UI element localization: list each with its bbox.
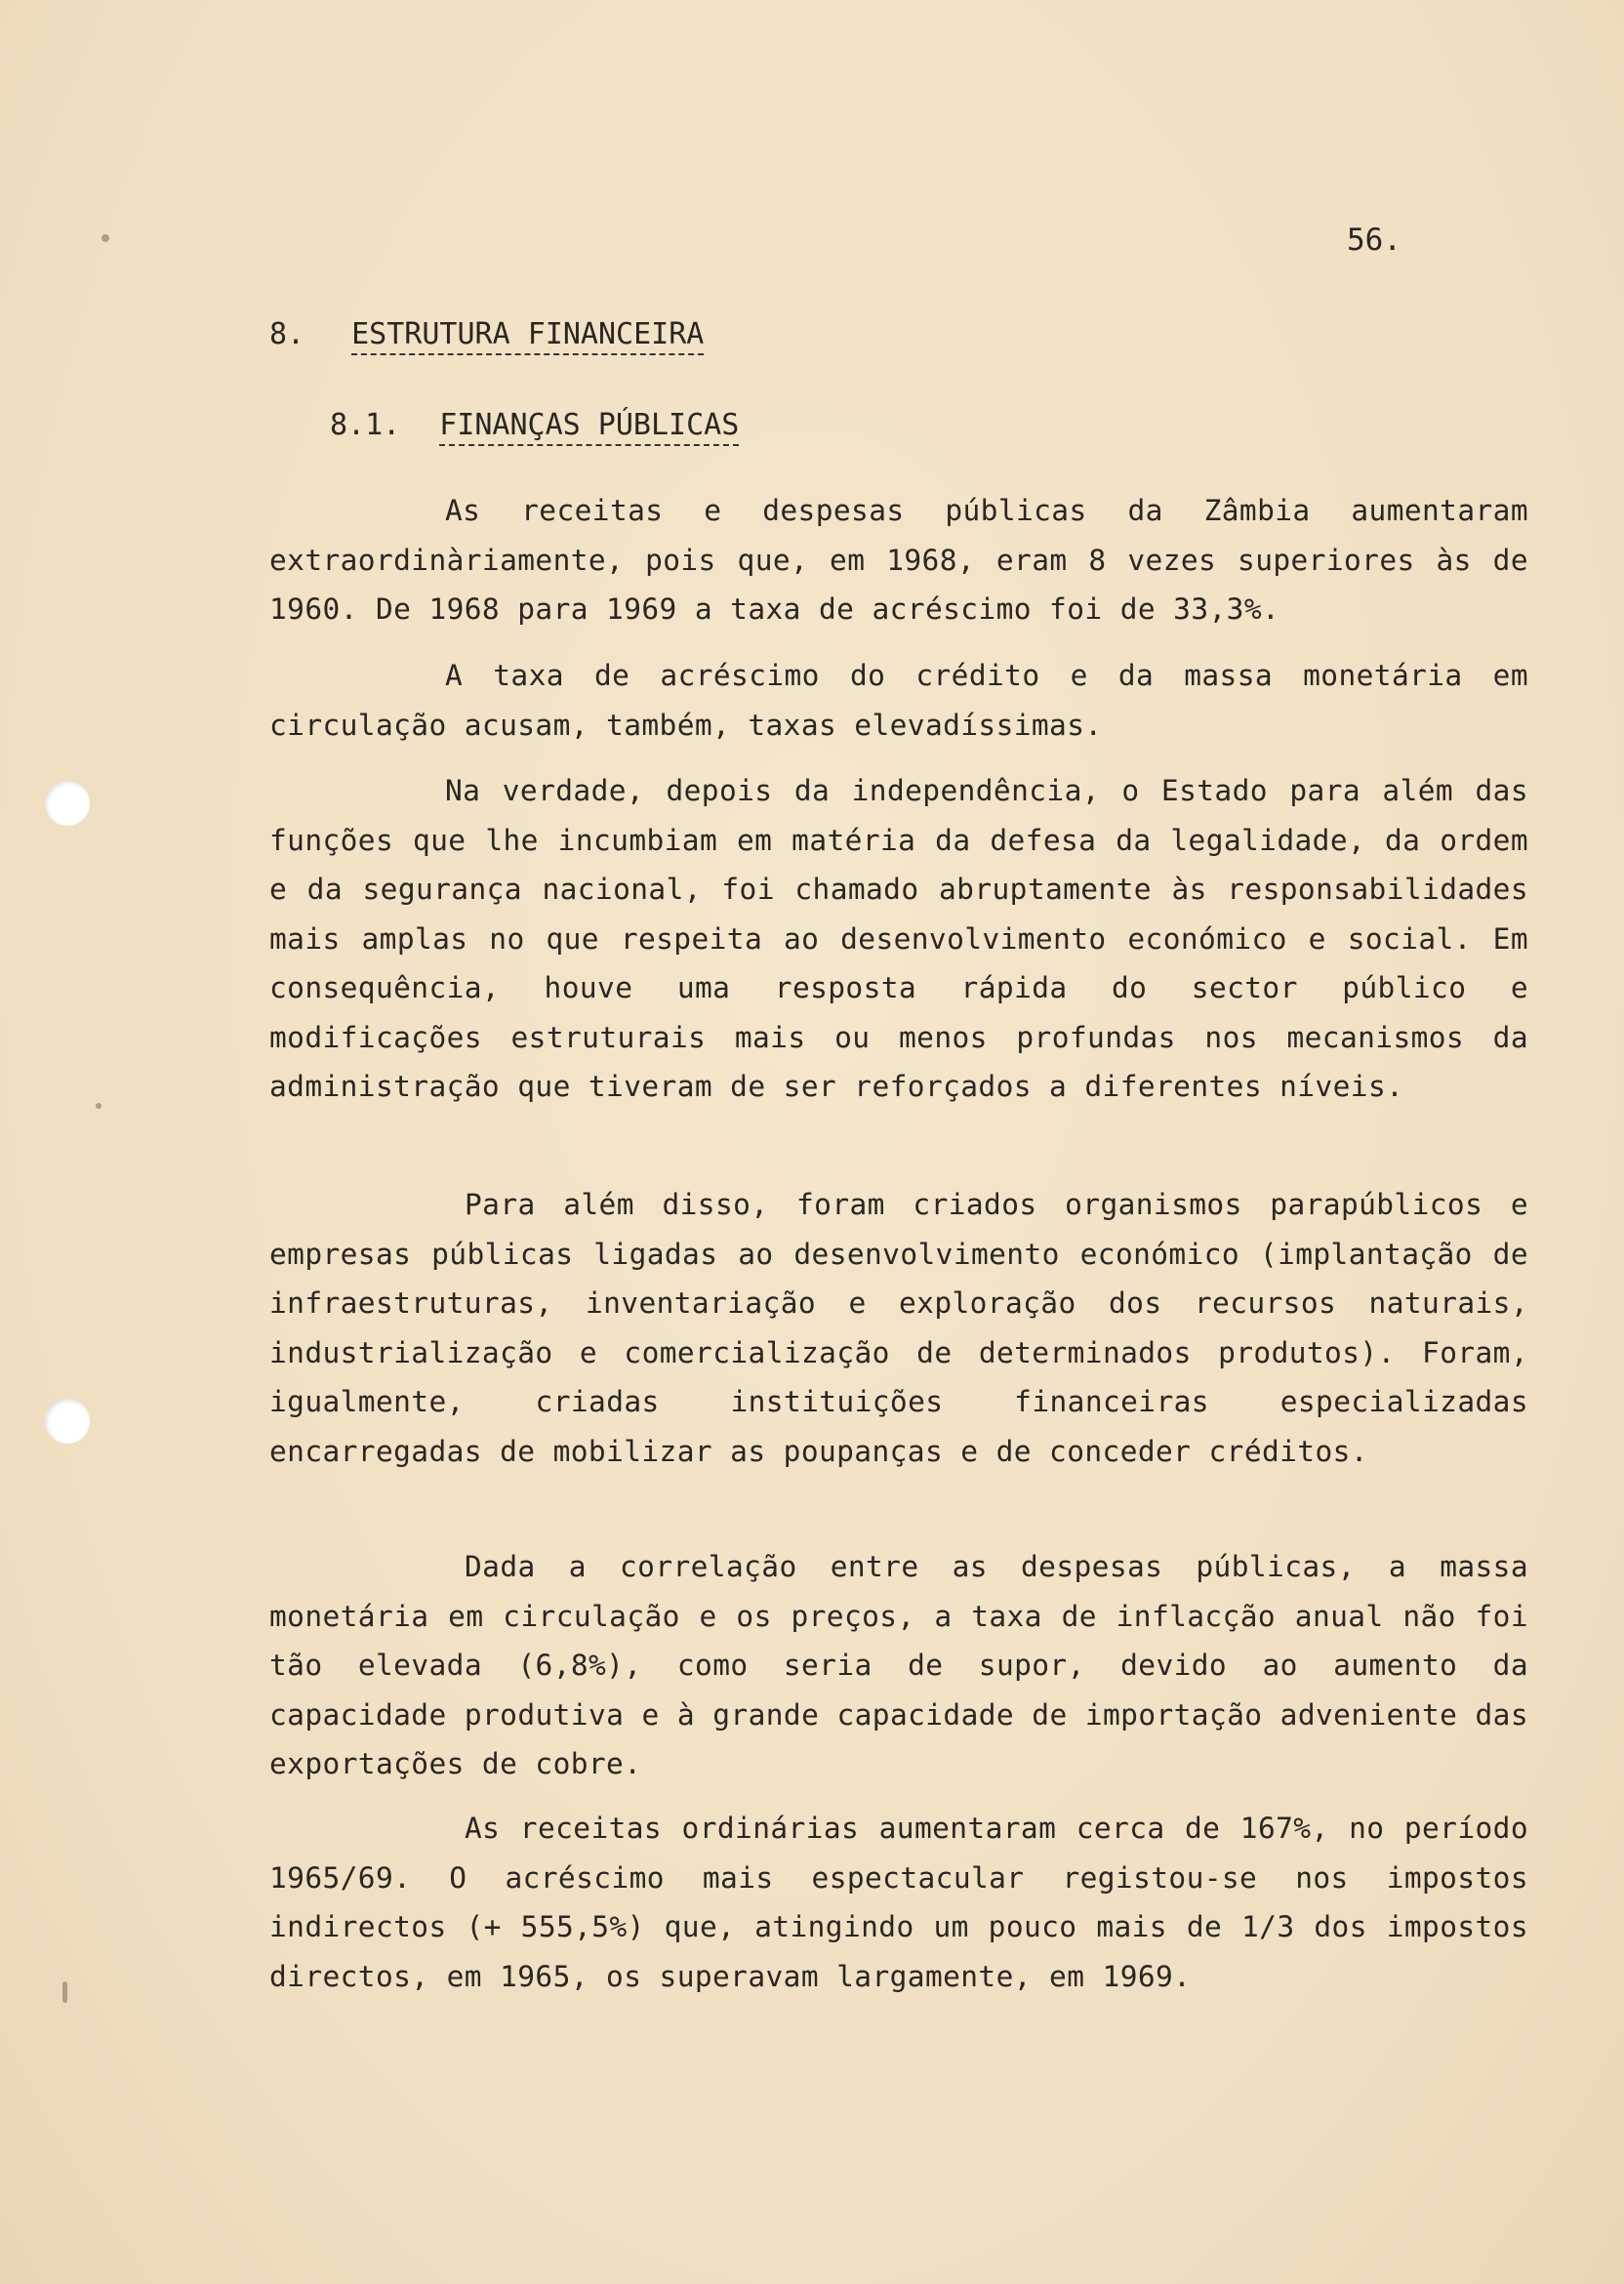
- paragraph: As receitas ordinárias aumentaram cerca de 167%, no período 1965/69. O acréscimo mais espectacular registou-se nos impostos indirectos (+ 555,5%) que, atingindo um pouco mais de 1/3 dos impostos directos, em 1965, os superavam largamente, em 1969.: [269, 1812, 1528, 1993]
- section-title: ESTRUTURA FINANCEIRA: [351, 317, 704, 355]
- paragraph: A taxa de acréscimo do crédito e da massa monetária em circulação acusam, também, taxas elevadíssimas.: [269, 659, 1528, 742]
- paper-speck: [62, 1981, 67, 2003]
- paragraph: Para além disso, foram criados organismos parapúblicos e empresas públicas ligadas ao desenvolvimento económico (implantação de infraestruturas, inventariação e exploração dos recursos naturais, industrialização e comercialização de determinados produtos). Foram, igualmente, criadas instituições financeiras especializadas encarregadas de mobilizar as poupanças e de conceder créditos.: [269, 1188, 1528, 1468]
- section-number: 8.: [269, 317, 305, 351]
- punch-hole-bottom: [45, 1399, 90, 1444]
- subsection-number: 8.1.: [330, 408, 401, 442]
- subsection-heading: [330, 408, 739, 442]
- subsection-title: FINANÇAS PÚBLICAS: [439, 408, 739, 446]
- paper-speck: [102, 234, 109, 242]
- paragraph: Dada a correlação entre as despesas públicas, a massa monetária em circulação e os preços, a taxa de inflacção anual não foi tão elevada (6,8%), como seria de supor, devido ao aumento da capacidade produtiva e à grande capacidade de importação adveniente das exportações de cobre.: [269, 1550, 1528, 1780]
- paragraph: As receitas e despesas públicas da Zâmbia aumentaram extraordinàriamente, pois que, em 1968, eram 8 vezes superiores às de 1960. De 1968 para 1969 a taxa de acréscimo foi de 33,3%.: [269, 494, 1528, 626]
- section-heading: [269, 317, 704, 351]
- paragraph: Na verdade, depois da independência, o Estado para além das funções que lhe incumbiam em matéria da defesa da legalidade, da ordem e da segurança nacional, foi chamado abruptamente às responsabilidades mais amplas no que respeita ao desenvolvimento económico e social. Em consequência, houve uma resposta rápida do sector público e modificações estruturais mais ou menos profundas nos mecanismos da administração que tiveram de ser reforçados a diferentes níveis.: [269, 774, 1528, 1103]
- paper-speck: [96, 1103, 102, 1109]
- page-number: 56.: [1347, 223, 1401, 258]
- punch-hole-top: [45, 781, 90, 826]
